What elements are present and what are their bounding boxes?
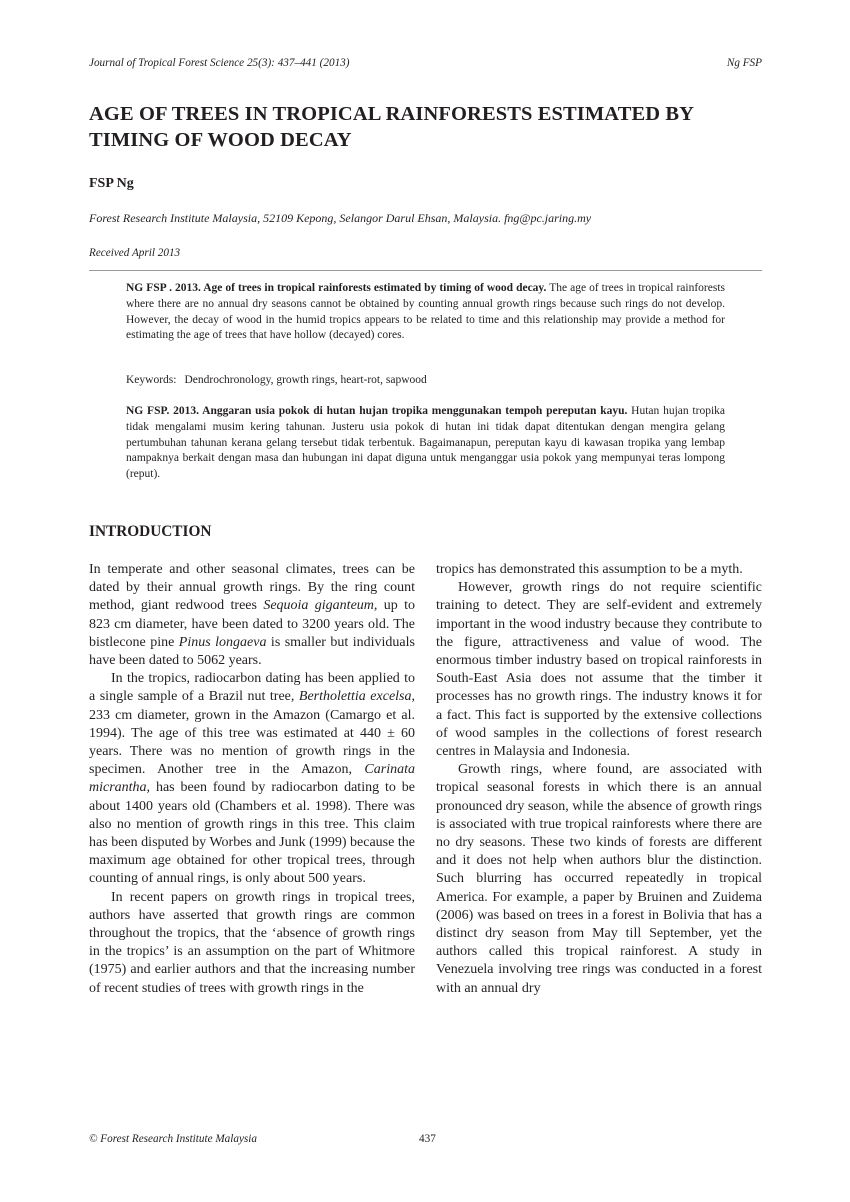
page-footer bbox=[89, 1133, 762, 1145]
body-paragraph: Growth rings, where found, are associated with tropical seasonal forests in which there is an annual pronounced dry season, while the absence of growth rings is associated with true tropical rainforests where there are no dry seasons. These two kinds of forests are different and it does not help when authors blur the distinction. Such blurring has occurred repeatedly in tropical America. For example, a paper by Bruinen and Zuidema (2006) was based on trees in a forest in Bolivia that has a distinct dry season from May till September, yet the authors called this tropical rainforest. A study in Venezuela involving tree rings was conducted in a forest with an annual dry bbox=[436, 762, 762, 996]
abstract-english-lead: NG FSP . 2013. Age of trees in tropical rainforests estimated by timing of wood decay. bbox=[126, 282, 547, 294]
abstract-english-text: The age of trees in tropical rainforests where there are no annual dry seasons cannot be obtained by counting annual growth rings because such rings do not develop. However, the decay of wood in the humid tropics appears to be related to time and this relationship may provide a method for estimating the age of trees that have hollow (decayed) cores. bbox=[126, 282, 725, 342]
right-column bbox=[436, 561, 762, 998]
text-run: up to 823 cm diameter, have been dated to 3200 years old. The bistlecone pine bbox=[89, 598, 415, 650]
keywords-label: Keywords: bbox=[126, 374, 177, 386]
journal-citation: Journal of Tropical Forest Science 25(3): 437–441 (2013) bbox=[89, 57, 350, 69]
received-date: Received April 2013 bbox=[89, 247, 181, 259]
keywords-text: Dendrochronology, growth rings, heart-rot, sapwood bbox=[184, 374, 427, 386]
title-line-2: TIMING OF WOOD DECAY bbox=[89, 129, 352, 151]
author-affiliation: Forest Research Institute Malaysia, 52109 Kepong, Selangor Darul Ehsan, Malaysia. fng@pc.jaring.my bbox=[89, 211, 592, 225]
section-heading-introduction: INTRODUCTION bbox=[89, 523, 212, 540]
text-run: In the tropics, radiocarbon dating has been applied to a single sample of a Brazil nut tree, bbox=[89, 671, 415, 705]
page-number: 437 bbox=[419, 1133, 436, 1145]
copyright-notice: © Forest Research Institute Malaysia bbox=[89, 1133, 257, 1145]
species-name: Carinata micrantha, bbox=[89, 762, 415, 796]
left-column bbox=[89, 561, 415, 998]
body-paragraph: tropics has demonstrated this assumption to be a myth. bbox=[436, 562, 743, 577]
species-name: Bertholettia excelsa bbox=[298, 689, 412, 705]
running-head bbox=[89, 57, 762, 69]
header-divider bbox=[89, 270, 762, 271]
abstract-malay-lead: NG FSP. 2013. Anggaran usia pokok di hutan hujan tropika menggunakan tempoh pereputan kayu. bbox=[126, 405, 628, 417]
body-paragraph bbox=[89, 561, 415, 670]
text-run: In temperate and other seasonal climates, trees can be dated by their annual growth rings. By the ring count method, giant redwood trees bbox=[89, 562, 415, 614]
keywords bbox=[126, 373, 725, 389]
text-run: , 233 cm diameter, grown in the Amazon (Camargo et al. 1994). The age of this tree was estimated at 440 ± 60 years. There was no mention of growth rings in the specimen. Another tree in the Amazon, bbox=[89, 689, 415, 778]
body-paragraph: In recent papers on growth rings in tropical trees, authors have asserted that growth rings are common throughout the tropics, that the ‘absence of growth rings in the tropics’ is an assumption on the part of Whitmore (1975) and earlier authors and that the increasing number of recent studies of trees with growth rings in the bbox=[89, 889, 415, 996]
abstract-english bbox=[126, 281, 725, 344]
text-run: is smaller but individuals have been dated to 5062 years. bbox=[89, 634, 415, 669]
species-name: Pinus longaeva bbox=[178, 634, 267, 650]
species-name: Sequoia giganteum, bbox=[263, 598, 378, 614]
title-line-1: AGE OF TREES IN TROPICAL RAINFORESTS ESTIMATED BY bbox=[89, 103, 695, 125]
running-head-author: Ng FSP bbox=[726, 57, 762, 69]
abstract-malay-text: Hutan hujan tropika tidak mengalami musim kering tahunan. Justeru usia pokok di hutan ini tidak dapat ditentukan dengan mengira gelang pertumbuhan tahunan kerana gelang tersebut tidak terbentuk. Bagaimanapun, pereputan kayu di kawasan tropika yang lembap nampaknya berkait dengan masa dan hubungan ini dapat diguna untuk menganggar usia pokok yang mempunyai teras lompong (reput). bbox=[126, 405, 725, 481]
text-run: has been found by radiocarbon dating to be about 1400 years old (Chambers et al. 1998). There was also no mention of growth rings in this tree. This claim has been disputed by Worbes and Junk (1999) because the maximum age obtained for other tropical trees, through counting of annual rings, is only about 500 years. bbox=[89, 780, 415, 887]
abstract-malay bbox=[126, 404, 725, 483]
body-paragraph bbox=[89, 670, 415, 888]
author-name: FSP Ng bbox=[89, 176, 134, 191]
paper-title bbox=[89, 101, 779, 153]
body-paragraph: However, growth rings do not require scientific training to detect. They are self-evident and extremely important in the wood industry because they contribute to the figure, attractiveness and value of wood. The enormous timber industry based on tropical rainforests in South-East Asia does not assume that the timber it processes has no growth rings. The industry knows it for a fact. This fact is supported by the extensive collections of wood samples in the collections of forest research centres in Malaysia and Indonesia. bbox=[436, 580, 762, 760]
